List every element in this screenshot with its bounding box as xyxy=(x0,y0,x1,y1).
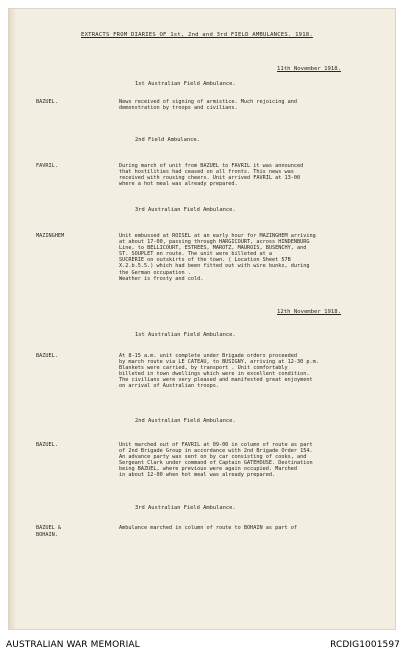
footer-record-id: RCDIG1001597 xyxy=(330,640,400,650)
entry-line: received with rousing cheers. Unit arrived FAVRIL at 13-00 xyxy=(119,175,301,182)
entry-text xyxy=(119,353,364,390)
entry-line: SUCRERIE on outskirts of the town. ( Location Sheet 57B xyxy=(119,257,291,264)
document-title: EXTRACTS FROM DIARIES OF 1st, 2nd and 3rd FIELD AMBULANCES. 1918. xyxy=(81,32,313,38)
entry-line: X.2.b.5.5.) which had been fitted out with wire bunks, during xyxy=(119,263,310,270)
place-label: FAVRIL. xyxy=(36,163,58,169)
entry-line: where a hot meal was already prepared. xyxy=(119,181,238,188)
entry-text xyxy=(119,442,364,479)
entry-line: Line, to BELLICOURT, ESTREES, MAROTZ, MAUROIS, BUSENCHY, and xyxy=(119,245,307,252)
entry-line: News received of signing of armistice. Much rejoicing and xyxy=(119,99,298,105)
entry-line: The civilians were very pleased and manifested great enjoyment xyxy=(119,377,313,384)
entry-line: the German occupation . xyxy=(119,269,191,276)
entry-line: At 8-15 a.m. unit complete under Brigade orders proceeded xyxy=(119,353,298,359)
entry-text xyxy=(119,163,364,187)
entry-text xyxy=(119,525,364,531)
entry-line: being BAZUEL, where previous were again occupied. Marched xyxy=(119,466,298,473)
entry-line: Unit embussed at ROISEL at an early hour for MAZINGHEM arriving xyxy=(119,233,316,239)
place-label: BAZUEL. xyxy=(36,442,58,448)
unit-heading: 3rd Australian Field Ambulance. xyxy=(135,505,236,511)
entry-line: An advance party was sent on by car consisting of cooks, and xyxy=(119,454,307,461)
entry-line: Blankets were carried, by transport . Unit comfortably xyxy=(119,365,288,372)
unit-heading: 1st Australian Field Ambulance. xyxy=(135,332,236,338)
place-label: MAZINGHEM xyxy=(36,233,65,239)
place-label: BAZUEL & xyxy=(36,525,61,531)
unit-heading: 1st Australian Field Ambulance. xyxy=(135,81,236,87)
entry-line: Ambulance marched in column of route to BOHAIN as part of xyxy=(119,525,298,531)
entry-line: at about 17-00, passing through HARGICOURT, across HINDENBURG xyxy=(119,239,310,246)
entry-line: Sergeant Clark under command of Captain GATEHOUSE. Destination xyxy=(119,460,313,467)
entry-line: by march route via LE CATEAU, to BUSIGNY, arriving at 12-30 p.m. xyxy=(119,359,319,366)
entry-line: on arrival of Australian troops. xyxy=(119,383,219,390)
place-label: BAZUEL. xyxy=(36,99,58,105)
footer-archive-name: AUSTRALIAN WAR MEMORIAL xyxy=(6,640,140,650)
place-label: BAZUEL. xyxy=(36,353,58,359)
entry-text xyxy=(119,233,364,282)
entry-line: in about 12-00 when hot meal was already prepared. xyxy=(119,472,276,479)
entry-line: ST. SOUPLET en route. The unit were billeted at a xyxy=(119,251,273,258)
entry-line: Unit marched out of FAVRIL at 09-00 in column of route as part xyxy=(119,442,313,448)
entry-line: billeted in town dwellings which were in excellent condition. xyxy=(119,371,310,378)
unit-heading: 2nd Field Ambulance. xyxy=(135,137,200,143)
entry-line: Weather is frosty and cold. xyxy=(119,275,204,282)
section-date: 11th November 1918. xyxy=(277,66,341,72)
place-label: BOHAIN. xyxy=(36,532,58,538)
entry-line: During march of unit from BAZUEL to FAVRIL it was announced xyxy=(119,163,304,169)
entry-line: of 2nd Brigade Group in accordance with 2nd Brigade Order 154. xyxy=(119,448,313,455)
unit-heading: 2nd Australian Field Ambulance. xyxy=(135,418,236,424)
entry-line: that hostilities had ceased on all fronts. This news was xyxy=(119,169,294,176)
document-page xyxy=(8,8,396,630)
entry-text xyxy=(119,99,364,111)
unit-heading: 3rd Australian Field Ambulance. xyxy=(135,207,236,213)
section-date: 12th November 1918. xyxy=(277,309,341,315)
entry-line: demonstration by troops and civilians. xyxy=(119,105,238,112)
